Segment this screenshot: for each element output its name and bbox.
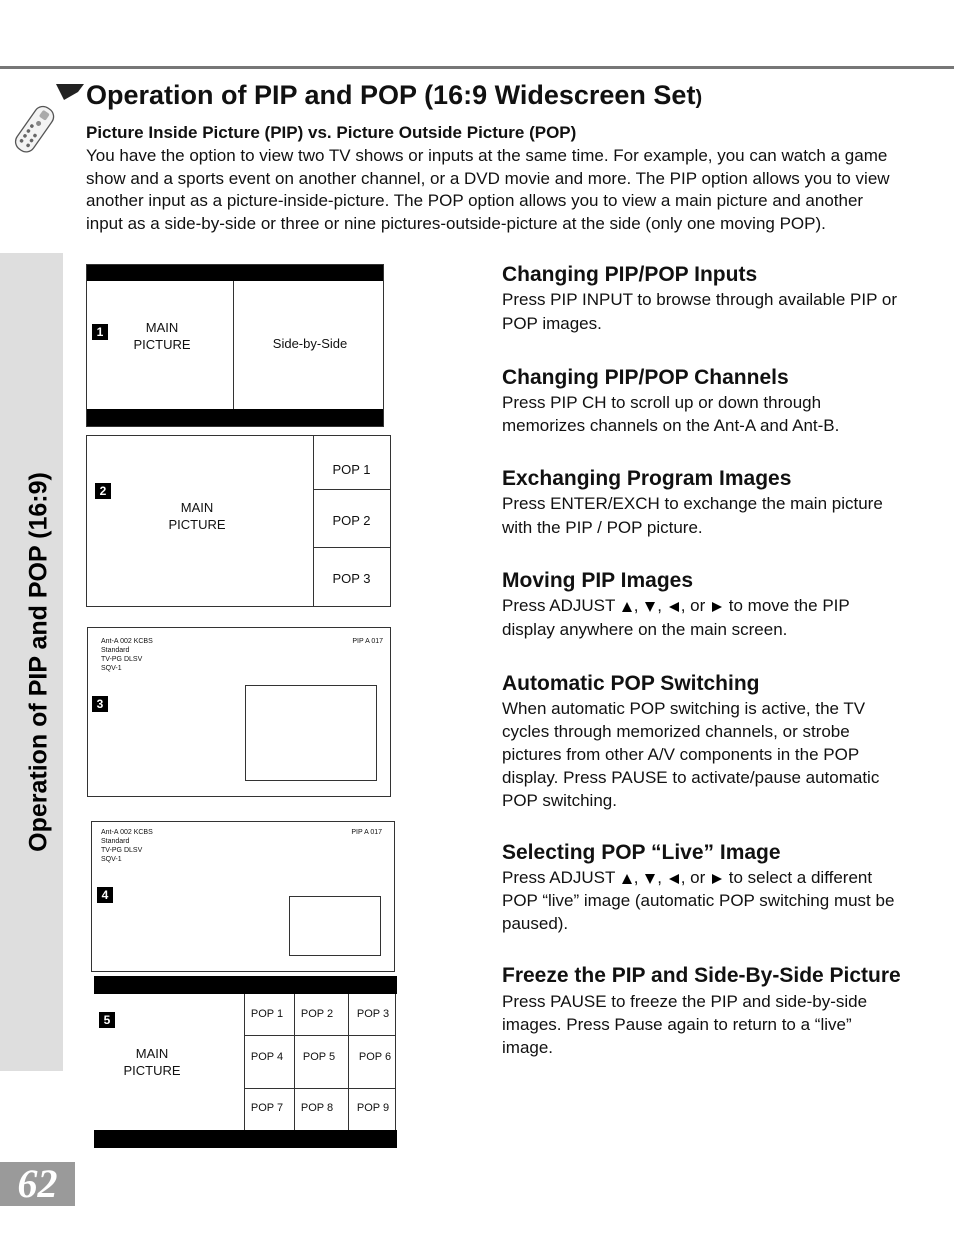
section-freeze xyxy=(502,962,902,1059)
pop-label: POP 6 xyxy=(358,1051,392,1063)
pop-label: POP 3 xyxy=(332,571,371,586)
right-arrow-icon xyxy=(712,874,722,884)
down-arrow-icon xyxy=(645,874,655,884)
section-selecting-live xyxy=(502,839,907,935)
section-moving-pip xyxy=(502,567,907,642)
section-body: When automatic POP switching is active, the TV cycles through memorized channels, or strobe pictures from other A/V components in the POP display. Press PAUSE to activate/pause automatic POP switching. xyxy=(502,699,880,810)
letterbox-bar-top xyxy=(87,265,383,281)
section-title: Selecting POP “Live” Image xyxy=(502,841,781,864)
pop-label: POP 9 xyxy=(356,1102,390,1114)
pop-label: POP 3 xyxy=(356,1008,390,1020)
pop-label: POP 2 xyxy=(300,1008,334,1020)
pop-label: POP 7 xyxy=(250,1102,284,1114)
section-changing-channels xyxy=(502,364,907,437)
top-rule xyxy=(0,66,954,69)
diagram-side-by-side xyxy=(86,264,384,427)
pop-label: POP 8 xyxy=(300,1102,334,1114)
page-number: 62 xyxy=(0,1162,75,1206)
page-title: Operation of PIP and POP (16:9 Widescreen Set) xyxy=(86,80,703,110)
diagram-number: 2 xyxy=(95,483,111,499)
pop-label: POP 2 xyxy=(332,513,371,528)
main-picture-label: MAIN PICTURE xyxy=(123,1046,181,1078)
pop-row-divider xyxy=(313,489,390,490)
down-arrow-icon xyxy=(645,602,655,612)
section-body: Press PAUSE to freeze the PIP and side-by-side images. Press Pause again to return to a “live” image. xyxy=(502,992,868,1057)
pip-window xyxy=(289,896,381,956)
letterbox-bar-top xyxy=(94,976,397,994)
section-title: Moving PIP Images xyxy=(502,569,693,592)
diagram-number: 4 xyxy=(97,887,113,903)
section-title: Automatic POP Switching xyxy=(502,672,760,695)
pop-label: POP 1 xyxy=(332,462,371,477)
diagram-number: 3 xyxy=(92,696,108,712)
left-arrow-icon xyxy=(669,602,679,612)
diagram-pip-large xyxy=(87,627,391,797)
section-title: Changing PIP/POP Channels xyxy=(502,366,789,389)
diagram-nine-pop xyxy=(94,976,397,1148)
section-automatic-pop xyxy=(502,670,907,812)
pop-label: POP 4 xyxy=(250,1051,284,1063)
section-changing-inputs xyxy=(502,261,907,336)
main-picture-label: MAIN PICTURE xyxy=(168,500,226,532)
side-by-side-label: Side-by-Side xyxy=(272,336,348,351)
section-body: Press PIP CH to scroll up or down through memorizes channels on the Ant-A and Ant-B. xyxy=(502,393,840,435)
left-arrow-icon xyxy=(669,874,679,884)
diagram-three-pop xyxy=(86,435,391,607)
section-title: Freeze the PIP and Side-By-Side Picture xyxy=(502,964,901,987)
diagram-number: 1 xyxy=(92,324,108,340)
section-title: Changing PIP/POP Inputs xyxy=(502,263,758,286)
osd-pip-info: PIP A 017 xyxy=(351,829,382,836)
up-arrow-icon xyxy=(622,874,632,884)
pip-window xyxy=(245,685,377,781)
intro-body: You have the option to view two TV shows or inputs at the same time. For example, you can watch a game show and a sports event on another channel, or a DVD movie and more. The PIP option allows you to view another input as a picture-inside-picture. The POP option allows you to view a main picture and another input as a side-by-side or three or nine pictures-outside-picture at the side (only one moving POP). xyxy=(86,146,890,233)
section-body: Press ENTER/EXCH to exchange the main picture with the PIP / POP picture. xyxy=(502,494,883,537)
section-body: Press ADJUST , , , or to select a different POP “live” image (automatic POP switching must be paused). xyxy=(502,868,895,933)
main-picture-label: MAIN PICTURE xyxy=(133,320,191,352)
osd-channel-info: Ant-A 002 KCBS Standard TV-PG DLSV SQV-1 xyxy=(101,829,153,863)
pop-label: POP 5 xyxy=(302,1051,336,1063)
pop-row-divider xyxy=(244,1035,396,1036)
right-arrow-icon xyxy=(712,602,722,612)
diagram-number: 5 xyxy=(99,1012,115,1028)
pop-row-divider xyxy=(313,547,390,548)
section-body: Press ADJUST , , , or to move the PIP display anywhere on the main screen. xyxy=(502,596,850,639)
diagram-pip-small xyxy=(91,821,395,972)
up-arrow-icon xyxy=(622,602,632,612)
osd-channel-info: Ant-A 002 KCBS Standard TV-PG DLSV SQV-1 xyxy=(101,638,153,672)
letterbox-bar-bottom xyxy=(94,1130,397,1148)
split-divider xyxy=(233,281,234,409)
osd-pip-info: PIP A 017 xyxy=(352,638,383,645)
section-body: Press PIP INPUT to browse through available PIP or POP images. xyxy=(502,290,897,333)
pop-row-divider xyxy=(244,1088,396,1089)
pop-label: POP 1 xyxy=(250,1008,284,1020)
section-title: Exchanging Program Images xyxy=(502,467,792,490)
section-exchanging-images xyxy=(502,465,907,540)
intro-heading: Picture Inside Picture (PIP) vs. Picture Outside Picture (POP) xyxy=(86,123,577,142)
side-tab-label: Operation of PIP and POP (16:9) xyxy=(24,472,53,852)
title-paren: ) xyxy=(695,87,703,109)
remote-control-icon xyxy=(6,82,84,162)
letterbox-bar-bottom xyxy=(87,409,383,426)
